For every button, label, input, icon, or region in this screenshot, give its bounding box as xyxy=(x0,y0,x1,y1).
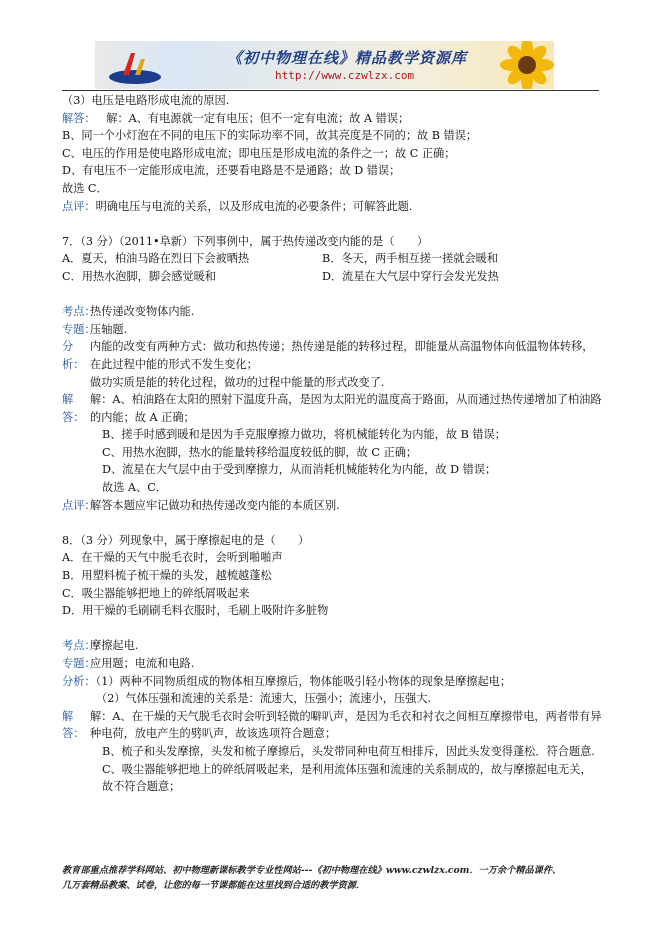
banner-title: 《初中物理在线》精品教学资源库 xyxy=(227,49,468,67)
question-7-options-cd xyxy=(62,268,602,286)
page-footer xyxy=(62,863,602,893)
q8-fenxi-2: （2）气体压强和流速的关系是：流速大，压强小；流速小，压强大. xyxy=(96,692,432,706)
question-7-stem: 7．（3 分）（2011•阜新）下列事例中，属于热传递改变内能的是（ ） xyxy=(62,234,429,248)
sunflower-icon xyxy=(497,41,554,89)
footer-line-1: 教育部重点推荐学科网站、初中物理新课标教学专业性网站---《初中物理在线》www.czwlzx.com．一万余个精品课件、 xyxy=(62,865,562,876)
option-a: A．在干燥的天气中脱毛衣时，会听到啪啪声 xyxy=(62,551,283,565)
q8-fenxi: 分析： （1）两种不同物质组成的物体相互摩擦后，物体能吸引轻小物体的现象是摩擦起电； xyxy=(62,674,512,688)
option-d: D．用干燥的毛刷刷毛料衣服时，毛刷上吸附许多脏物 xyxy=(62,604,329,618)
text-line: C、电压的作用是使电路形成电流；即电压是形成电流的条件之一；故 C 正确； xyxy=(62,146,456,160)
q8-zhuanti: 专题： 应用题；电流和电路. xyxy=(62,657,195,670)
option-c: C．吸尘器能够把地上的碎纸屑吸起来 xyxy=(62,586,250,600)
comment-label: 点评： xyxy=(62,199,96,213)
q7-zhuanti: 专题： 压轴题. xyxy=(62,322,128,336)
q8-jieda: 解答： 解：A、在干燥的天气脱毛衣时会听到轻微的噼叭声，是因为毛衣和衬衣之间相互摩擦带电，两者带有异种电荷，放电产生的劈叭声，故该选项符合题意； xyxy=(62,709,602,741)
site-banner xyxy=(95,41,554,89)
header-rule xyxy=(62,90,599,91)
text-line: D、有电压不一定能形成电流，还要看电路是不是通路；故 D 错误； xyxy=(62,164,401,178)
q7-kaodian: 考点： 热传递改变物体内能. xyxy=(62,305,195,319)
q7-jieda: 解答： 解：A、柏油路在太阳的照射下温度升高，是因为太阳光的温度高于路面，从而通过热传递增加了柏油路的内能；故 A 正确； xyxy=(62,393,602,424)
text-line: （3）电压是电路形成电流的原因. xyxy=(62,94,230,107)
q7-fenxi: 分析： 内能的改变有两种方式：做功和热传递；热传递是能的转移过程，即能量从高温物体向低温物体转移，在此过程中能的形式不发生变化； xyxy=(62,340,594,371)
option-a: A．夏天，柏油马路在烈日下会被晒热 xyxy=(62,252,250,266)
q7-dianping: 点评： 解答本题应牢记做功和热传递改变内能的本质区别. xyxy=(62,498,340,512)
comment-line: 点评：明确电压与电流的关系，以及形成电流的必要条件；可解答此题. xyxy=(62,199,413,213)
text-line: B、同一个小灯泡在不同的电压下的实际功率不同，故其亮度是不同的；故 B 错误； xyxy=(62,129,478,143)
q8-kaodian: 考点： 摩擦起电. xyxy=(62,639,139,653)
q7-jieda-c: C、用热水泡脚，热水的能量转移给温度较低的脚，故 C 正确； xyxy=(102,445,418,459)
q8-jieda-c: C、吸尘器能够把地上的碎纸屑吸起来，是利用流体压强和流速的关系制成的，故与摩擦起电无关，故不符合题意； xyxy=(102,762,592,794)
question-8-stem: 8．（3 分）列现象中，属于摩擦起电的是（ ） xyxy=(62,533,310,547)
option-c: C．用热水泡脚，脚会感觉暖和 xyxy=(62,269,216,283)
option-b: B．冬天，两手相互搓一搓就会暖和 xyxy=(322,252,499,266)
question-7-options-ab xyxy=(62,250,602,268)
document-body xyxy=(62,92,602,796)
q7-jieda-d: D、流星在大气层中由于受到摩擦力，从而消耗机械能转化为内能，故 D 错误； xyxy=(102,463,497,477)
q8-jieda-b: B、梳子和头发摩擦，头发和梳子摩擦后，头发带同种电荷互相排斥，因此头发变得蓬松．符合题意. xyxy=(102,744,595,758)
footer-line-2: 几万套精品教案、试卷，让您的每一节课都能在这里找到合适的教学资源． xyxy=(62,880,366,891)
site-logo-icon xyxy=(105,47,165,85)
answer-line: 解答： 解：A、有电源就一定有电压；但不一定有电流；故 A 错误； xyxy=(62,111,410,125)
q7-fenxi-2: 做功实质是能的转化过程，做功的过程中能量的形式改变了. xyxy=(90,375,385,389)
option-d: D．流星在大气层中穿行会发光发热 xyxy=(322,269,499,283)
banner-url[interactable]: http://www.czwlzx.com xyxy=(275,69,415,82)
text-line: 故选 C． xyxy=(62,181,108,195)
q7-jieda-choice: 故选 A、C． xyxy=(102,481,167,495)
answer-label: 解答： xyxy=(62,111,96,125)
option-b: B．用塑料梳子梳干燥的头发，越梳越蓬松 xyxy=(62,569,272,583)
q7-jieda-b: B、搓手时感到暖和是因为手克服摩擦力做功，将机械能转化为内能，故 B 错误； xyxy=(102,428,506,442)
